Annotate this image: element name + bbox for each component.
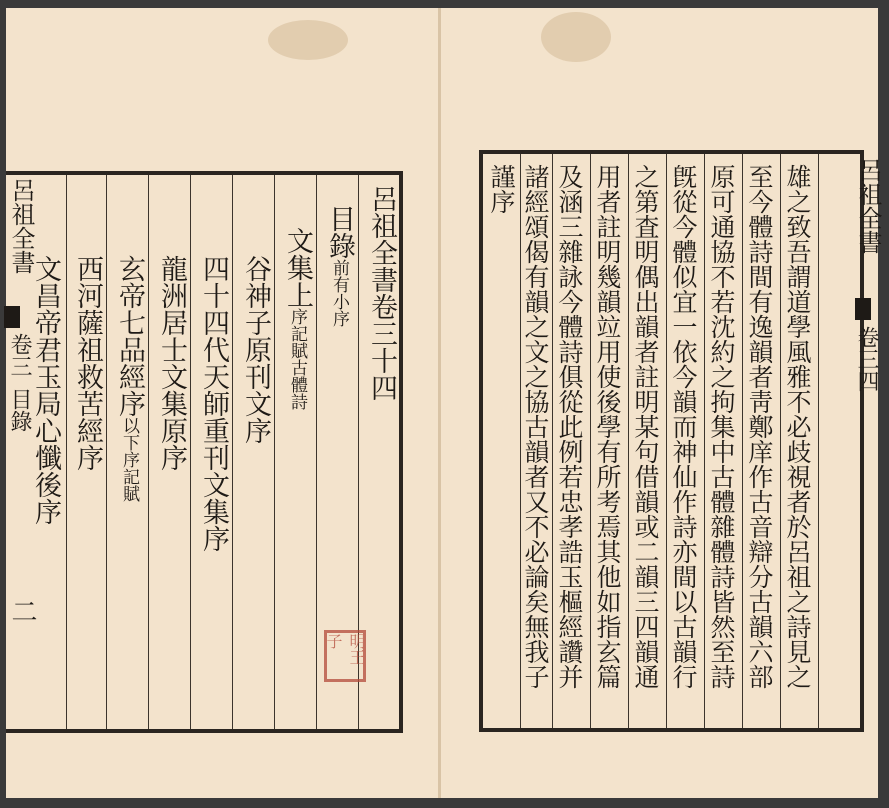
margin-chapter: 卷三四	[854, 326, 879, 392]
margin-section: 目錄	[7, 388, 32, 432]
volume-title: 呂祖全書卷三十四	[366, 185, 397, 401]
preface-column: 之第査明偶出韻者註明某句借韻或二韻三四韻通	[631, 164, 660, 689]
margin-book-title: 呂祖全書	[7, 178, 35, 274]
right-text-frame	[479, 150, 864, 732]
fish-tail-mark	[855, 298, 871, 320]
preface-column: 至今體詩間有逸韻者靑鄭庠作古音辯分古韻六部	[745, 164, 774, 689]
preface-column: 及涵三雜詠今體詩俱從此例若忠孝誥玉樞經讚并	[555, 164, 584, 689]
toc-section-note: 序記賦古體詩	[287, 308, 307, 410]
toc-entry	[116, 255, 143, 502]
fish-tail-mark	[4, 306, 20, 328]
toc-heading-note: 前有小序	[329, 259, 349, 327]
toc-entry: 西河薩祖救苦經序	[72, 255, 103, 471]
preface-column: 旣從今體似宜一依今韻而神仙作詩亦間以古韻行	[669, 164, 698, 689]
paper-stain	[541, 12, 611, 62]
preface-column: 諸經頌偈有韻之文之協古韻者又不必論矣無我子	[521, 164, 550, 689]
toc-entry: 谷神子原刊文序	[240, 255, 271, 444]
preface-column: 用者註明幾韻竝用使後學有所考焉其他如指玄篇	[593, 164, 622, 689]
preface-column: 雄之致吾謂道學風雅不必歧視者於呂祖之詩見之	[783, 164, 812, 689]
page-number: 二	[7, 598, 37, 624]
left-text-frame	[6, 171, 403, 733]
margin-book-title: 呂祖全書	[854, 158, 882, 254]
paper-stain	[268, 20, 348, 60]
toc-entry-note: 以下序記賦	[119, 417, 139, 502]
toc-heading-text: 目錄	[324, 205, 355, 259]
margin-chapter: 卷三	[7, 333, 32, 377]
toc-heading	[326, 205, 353, 327]
toc-section-text: 文集上	[282, 227, 313, 308]
toc-section	[284, 227, 311, 410]
toc-entry: 文昌帝君玉局心懺後序	[30, 255, 61, 525]
collector-seal: 明王子	[324, 630, 366, 682]
left-page	[6, 8, 440, 798]
preface-column: 原可通協不若沈約之拘集中古體雜體詩皆然至詩	[707, 164, 736, 689]
toc-entry-text: 玄帝七品經序	[114, 255, 145, 417]
preface-signature: 謹序	[487, 164, 516, 214]
right-page	[441, 8, 882, 798]
toc-entry: 四十四代天師重刊文集序	[198, 255, 229, 552]
toc-entry: 龍洲居士文集原序	[156, 255, 187, 471]
